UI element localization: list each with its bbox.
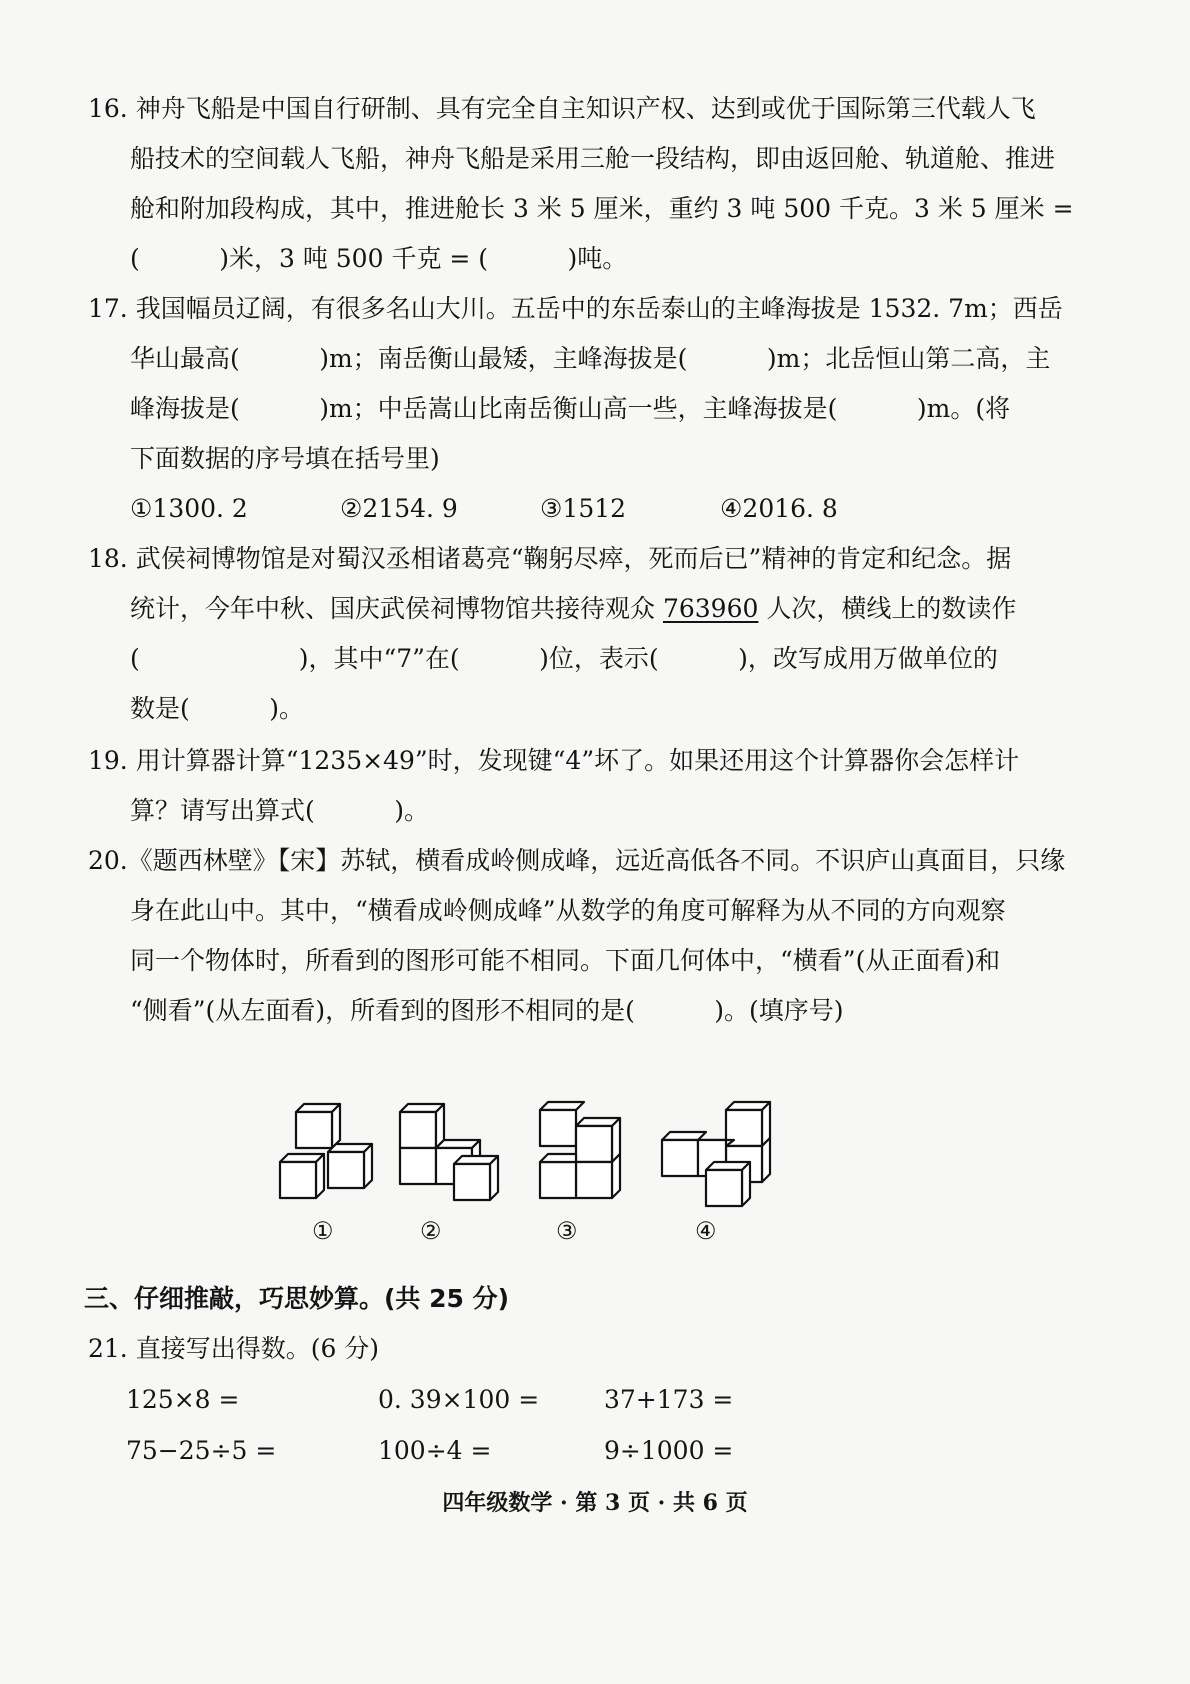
q17-line2: 华山最高( )m；南岳衡山最矮，主峰海拔是( )m；北岳恒山第二高，主 [130, 344, 1051, 373]
q17-line4: 下面数据的序号填在括号里) [130, 444, 440, 473]
q19-line2: 算？请写出算式( )。 [130, 796, 429, 825]
q17-option-3: ③1512 [540, 494, 627, 523]
q18-line2 [130, 592, 1016, 626]
q17-option-4: ④2016. 8 [720, 494, 838, 523]
calc-item-6: 9÷1000 = [604, 1436, 734, 1465]
q17-line3: 峰海拔是( )m；中岳嵩山比南岳衡山高一些，主峰海拔是( )m。(将 [130, 394, 1011, 423]
figure-label-2: ② [420, 1217, 442, 1245]
q20-line3: 同一个物体时，所看到的图形可能不相同。下面几何体中，“横看”(从正面看)和 [130, 946, 1001, 975]
figure-label-3: ③ [556, 1217, 578, 1245]
q17-option-2: ②2154. 9 [340, 494, 458, 523]
q18-line1: 18. 武侯祠博物馆是对蜀汉丞相诸葛亮“鞠躬尽瘁，死而后已”精神的肯定和纪念。据 [88, 544, 1012, 573]
q16-line2: 船技术的空间载人飞船，神舟飞船是采用三舱一段结构，即由返回舱、轨道舱、推进 [130, 144, 1056, 173]
q20-line1: 20.《题西林壁》【宋】苏轼，横看成岭侧成峰，远近高低各不同。不识庐山真面目，只缘 [88, 846, 1066, 875]
q20-line2: 身在此山中。其中，“横看成岭侧成峰”从数学的角度可解释为从不同的方向观察 [130, 896, 1006, 925]
figure-label-4: ④ [695, 1217, 717, 1245]
q16-line1: 16. 神舟飞船是中国自行研制、具有完全自主知识产权、达到或优于国际第三代载人飞 [88, 94, 1036, 123]
page-footer: 四年级数学 · 第 3 页 · 共 6 页 [442, 1490, 748, 1516]
figure-label-1: ① [312, 1217, 334, 1245]
cube-solid-figure-1 [270, 1100, 380, 1210]
q18-line2-post: 人次，横线上的数读作 [758, 594, 1017, 623]
q16-line4: ( )米，3 吨 500 千克 = ( )吨。 [130, 244, 628, 273]
cube-solid-figure-2 [390, 1100, 510, 1210]
q17-option-1: ①1300. 2 [130, 494, 248, 523]
q18-line2-pre: 统计，今年中秋、国庆武侯祠博物馆共接待观众 [130, 594, 663, 623]
section-3-heading: 三、仔细推敲，巧思妙算。(共 25 分) [84, 1284, 510, 1313]
cube-solid-figure-3 [526, 1100, 636, 1210]
calc-item-2: 0. 39×100 = [378, 1385, 540, 1414]
q16-line3: 舱和附加段构成，其中，推进舱长 3 米 5 厘米，重约 3 吨 500 千克。3 米 5 厘米 = [130, 194, 1074, 223]
calc-item-5: 100÷4 = [378, 1436, 492, 1465]
q21-title: 21. 直接写出得数。(6 分) [88, 1334, 380, 1363]
q18-underlined-number: 763960 [662, 594, 759, 623]
q20-line4: “侧看”(从左面看)，所看到的图形不相同的是( )。(填序号) [130, 996, 844, 1025]
calc-item-4: 75−25÷5 = [126, 1436, 277, 1465]
calc-item-3: 37+173 = [604, 1385, 734, 1414]
q19-line1: 19. 用计算器计算“1235×49”时，发现键“4”坏了。如果还用这个计算器你会怎样计 [88, 746, 1020, 775]
q18-line3: ( )，其中“7”在( )位，表示( )，改写成用万做单位的 [130, 644, 998, 673]
q18-line4: 数是( )。 [130, 694, 304, 723]
cube-solid-figure-4 [656, 1100, 776, 1210]
calc-item-1: 125×8 = [126, 1385, 240, 1414]
q17-line1: 17. 我国幅员辽阔，有很多名山大川。五岳中的东岳泰山的主峰海拔是 1532. 7m；西岳 [88, 294, 1063, 323]
